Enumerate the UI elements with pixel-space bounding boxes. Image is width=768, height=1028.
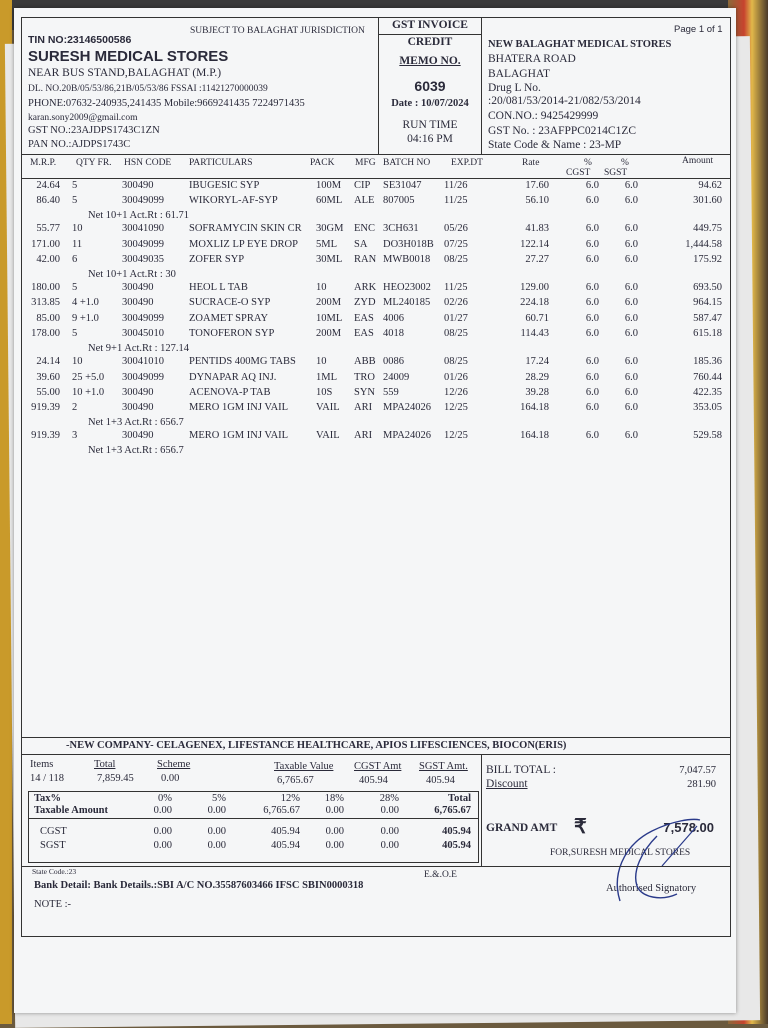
cell-qty: 25 +5.0	[72, 371, 105, 383]
cell-rate: 224.18	[520, 297, 549, 309]
tax-header-cell: 5%	[212, 793, 226, 804]
seller-dl: DL. NO.20B/05/53/86,21B/05/53/86 FSSAI :11421270000039	[28, 84, 268, 94]
cell-hsn: 30045010	[122, 328, 164, 340]
col-pct-cgst: %	[584, 158, 592, 168]
cell-batch: 4018	[383, 328, 404, 340]
net-rate-note: Net 9+1 Act.Rt : 127.14	[88, 342, 190, 354]
tax-cell: 0.00	[380, 805, 399, 816]
cell-cgst: 6.0	[585, 195, 599, 207]
col-hsn: HSN CODE	[124, 158, 172, 168]
cell-cgst: 6.0	[585, 430, 599, 442]
cell-exp: 08/25	[444, 328, 468, 340]
cell-hsn: 30049099	[122, 312, 164, 324]
signature-scribble	[602, 806, 712, 906]
cell-amount: 1,444.58	[685, 238, 722, 250]
cell-pack: 10	[316, 282, 327, 293]
cgst-amt-value: 405.94	[359, 775, 388, 786]
cell-mfg: RAN	[354, 254, 377, 266]
doc-type-gst-invoice: GST INVOICE	[392, 19, 468, 31]
cell-pack: 10ML	[316, 312, 343, 324]
cell-exp: 02/26	[444, 297, 468, 309]
net-rate-note: Net 1+3 Act.Rt : 656.7	[88, 444, 184, 456]
cell-qty: 2	[72, 402, 78, 414]
buyer-state: State Code & Name : 23-MP	[488, 139, 622, 151]
cell-cgst: 6.0	[585, 371, 599, 383]
cell-cgst: 6.0	[585, 223, 599, 235]
cell-exp: 05/26	[444, 223, 468, 235]
cell-exp: 12/25	[444, 430, 468, 442]
seller-address: NEAR BUS STAND,BALAGHAT (M.P.)	[28, 67, 222, 79]
cell-amount: 353.05	[693, 402, 722, 414]
cell-rate: 17.60	[525, 180, 549, 191]
authorised-signatory: Authorised Signatory	[606, 883, 697, 894]
cell-hsn: 30049035	[122, 254, 164, 266]
cell-cgst: 6.0	[585, 402, 599, 414]
cell-hsn: 300490	[122, 282, 154, 293]
cell-mrp: 178.00	[31, 328, 60, 340]
cell-hsn: 30041090	[122, 223, 164, 235]
cell-name: HEOL L TAB	[189, 282, 248, 293]
cell-mfg: ARK	[354, 282, 377, 293]
cell-sgst: 6.0	[624, 402, 638, 414]
cell-rate: 129.00	[520, 282, 549, 293]
cell-batch: 3CH631	[383, 223, 419, 235]
seller-email: karan.sony2009@gmail.com	[28, 113, 138, 123]
cell-mrp: 24.14	[36, 356, 60, 368]
tax-cell: CGST	[40, 826, 67, 837]
cell-hsn: 30041010	[122, 356, 164, 368]
cell-mrp: 171.00	[31, 238, 60, 250]
buyer-name: NEW BALAGHAT MEDICAL STORES	[488, 39, 672, 50]
net-rate-note: Net 10+1 Act.Rt : 61.71	[88, 209, 190, 221]
cell-pack: 10S	[316, 386, 333, 398]
cell-mrp: 919.39	[31, 402, 60, 414]
cell-exp: 11/26	[444, 180, 468, 191]
cell-qty: 4 +1.0	[72, 297, 99, 309]
tax-header-cell: 0%	[158, 793, 172, 804]
cell-batch: ML240185	[383, 297, 431, 309]
cell-amount: 301.60	[693, 195, 722, 207]
cell-pack: 5ML	[316, 238, 337, 250]
tax-header-cell: Total	[448, 793, 471, 804]
tax-cell: 405.94	[271, 826, 300, 837]
tin-number: TIN NO:23146500586	[28, 34, 132, 46]
sgst-amt-value: 405.94	[426, 775, 455, 786]
cell-pack: 30GM	[316, 223, 344, 235]
col-particulars: PARTICULARS	[189, 158, 253, 168]
cell-rate: 27.27	[525, 254, 549, 266]
jurisdiction: SUBJECT TO BALAGHAT JURISDICTION	[190, 26, 365, 36]
cell-pack: 30ML	[316, 254, 343, 266]
tax-cell: Taxable Amount	[34, 805, 109, 816]
total-value: 7,859.45	[97, 773, 134, 784]
cell-batch: 807005	[383, 195, 415, 207]
cell-mrp: 919.39	[31, 430, 60, 442]
scheme-label: Scheme	[157, 759, 191, 770]
cell-amount: 964.15	[693, 297, 722, 309]
cell-sgst: 6.0	[624, 297, 638, 309]
cell-exp: 01/26	[444, 371, 468, 383]
discount-value: 281.90	[687, 779, 716, 790]
cell-rate: 41.83	[525, 223, 549, 235]
totals-divider	[481, 754, 482, 866]
cell-mrp: 42.00	[36, 254, 60, 266]
cell-rate: 28.29	[525, 371, 549, 383]
cell-name: MERO 1GM INJ VAIL	[189, 430, 289, 442]
cell-cgst: 6.0	[585, 328, 599, 340]
cell-amount: 422.35	[693, 386, 722, 398]
state-code: State Code.:23	[32, 867, 77, 876]
tax-cell: 0.00	[325, 840, 344, 851]
for-seller-label: FOR,SURESH MEDICAL STORES	[550, 848, 691, 858]
col-qty: QTY FR.	[76, 158, 112, 168]
cell-name: DYNAPAR AQ INJ.	[189, 371, 277, 383]
cell-mrp: 313.85	[31, 297, 60, 309]
doc-type-rule	[378, 34, 482, 35]
company-rule-bottom	[21, 754, 730, 755]
run-time-label: RUN TIME	[402, 119, 458, 131]
cell-cgst: 6.0	[585, 356, 599, 368]
tax-cell: 0.00	[207, 805, 226, 816]
col-mrp: M.R.P.	[30, 158, 57, 168]
tax-cell: 6,765.67	[434, 805, 471, 816]
cell-mfg: CIP	[354, 180, 371, 191]
cell-qty: 5	[72, 282, 78, 293]
cell-rate: 39.28	[525, 386, 549, 398]
col-batch: BATCH NO	[383, 158, 431, 168]
seller-phone: PHONE:07632-240935,241435 Mobile:9669241435 7224971435	[28, 98, 305, 109]
tax-header-cell: 12%	[280, 793, 300, 804]
cell-mfg: SA	[354, 238, 368, 250]
col-amount: Amount	[682, 156, 714, 166]
cell-amount: 529.58	[693, 430, 722, 442]
cell-mfg: EAS	[354, 312, 374, 324]
cell-batch: MPA24026	[383, 402, 432, 414]
cell-mrp: 86.40	[36, 195, 60, 207]
cell-sgst: 6.0	[624, 180, 638, 191]
cell-mfg: TRO	[354, 371, 375, 383]
cell-name: PENTIDS 400MG TABS	[189, 356, 296, 368]
cell-rate: 114.43	[520, 328, 549, 340]
cell-mrp: 55.00	[36, 386, 60, 398]
cgst-amt-label: CGST Amt	[354, 761, 402, 772]
items-value: 14 / 118	[30, 773, 65, 784]
cell-hsn: 30049099	[122, 371, 164, 383]
cell-name: ZOFER SYP	[189, 254, 245, 266]
cell-mfg: SYN	[354, 386, 376, 398]
cell-sgst: 6.0	[624, 254, 638, 266]
run-time: 04:16 PM	[407, 133, 453, 145]
invoice-sheet	[14, 8, 736, 1013]
cell-pack: VAIL	[316, 430, 340, 442]
cell-mfg: ALE	[354, 195, 375, 207]
cell-cgst: 6.0	[585, 254, 599, 266]
cell-qty: 3	[72, 430, 78, 442]
seller-gst: GST NO.:23AJDPS1743C1ZN	[28, 125, 160, 136]
bill-total-value: 7,047.57	[679, 765, 716, 776]
total-label: Total	[94, 759, 116, 770]
cell-batch: 24009	[383, 371, 410, 383]
net-rate-note: Net 1+3 Act.Rt : 656.7	[88, 416, 184, 428]
cell-mrp: 85.00	[36, 312, 60, 324]
cell-pack: 1ML	[316, 371, 337, 383]
doc-type-credit: CREDIT	[407, 36, 453, 48]
tax-cell: 0.00	[153, 840, 172, 851]
cell-sgst: 6.0	[624, 282, 638, 293]
cell-name: SUCRACE-O SYP	[189, 297, 271, 309]
cell-batch: SE31047	[383, 180, 422, 191]
cell-amount: 693.50	[693, 282, 722, 293]
cell-exp: 08/25	[444, 254, 468, 266]
taxable-value: 6,765.67	[277, 775, 314, 786]
cell-exp: 11/25	[444, 282, 468, 293]
tax-cell: 0.00	[207, 826, 226, 837]
grand-amt-label: GRAND AMT	[486, 822, 558, 834]
cell-exp: 01/27	[444, 312, 468, 324]
cell-pack: VAIL	[316, 402, 340, 414]
tax-cell: 0.00	[207, 840, 226, 851]
cell-hsn: 30049099	[122, 195, 164, 207]
cell-rate: 60.71	[525, 312, 549, 324]
tax-cell: 0.00	[325, 826, 344, 837]
cell-mfg: ARI	[354, 402, 373, 414]
cell-batch: HEO23002	[383, 282, 431, 293]
col-pack: PACK	[310, 158, 335, 168]
note-label: NOTE :-	[34, 899, 72, 910]
col-mfg: MFG	[355, 158, 376, 168]
cell-qty: 5	[72, 195, 78, 207]
col-sgst: SGST	[604, 168, 628, 178]
cell-rate: 164.18	[520, 402, 549, 414]
cell-mfg: ARI	[354, 430, 373, 442]
cell-hsn: 300490	[122, 386, 154, 398]
cell-sgst: 6.0	[624, 223, 638, 235]
cell-mrp: 24.64	[36, 180, 60, 191]
cell-cgst: 6.0	[585, 282, 599, 293]
cell-rate: 122.14	[520, 238, 549, 250]
cell-name: MERO 1GM INJ VAIL	[189, 402, 289, 414]
cell-qty: 11	[72, 238, 83, 250]
tax-cell: 405.94	[442, 826, 471, 837]
cell-name: IBUGESIC SYP	[189, 180, 260, 191]
cell-qty: 6	[72, 254, 78, 266]
cell-cgst: 6.0	[585, 180, 599, 191]
cell-name: TONOFERON SYP	[189, 328, 275, 340]
rupee-icon: ₹	[574, 816, 587, 838]
cell-amount: 94.62	[698, 180, 722, 191]
tax-cell: 0.00	[325, 805, 344, 816]
footer-rule	[21, 866, 730, 867]
cell-sgst: 6.0	[624, 371, 638, 383]
company-rule-top	[21, 737, 730, 738]
buyer-road: BHATERA ROAD	[488, 53, 576, 65]
tax-header-cell: Tax%	[34, 793, 62, 804]
cell-batch: 0086	[383, 356, 404, 368]
cell-batch: 4006	[383, 312, 404, 324]
cell-exp: 08/25	[444, 356, 468, 368]
buyer-dl-label: Drug L No.	[488, 82, 541, 94]
cell-cgst: 6.0	[585, 297, 599, 309]
tax-cell: 405.94	[442, 840, 471, 851]
cell-batch: 559	[383, 386, 399, 398]
cell-pack: 100M	[316, 180, 342, 191]
cell-amount: 760.44	[693, 371, 722, 383]
cell-amount: 615.18	[693, 328, 722, 340]
cell-batch: DO3H018B	[383, 238, 434, 250]
cell-sgst: 6.0	[624, 312, 638, 324]
header-rule-top	[21, 154, 730, 155]
cell-sgst: 6.0	[624, 328, 638, 340]
cell-pack: 200M	[316, 328, 342, 340]
page-number: Page 1 of 1	[674, 24, 723, 35]
cell-amount: 449.75	[693, 223, 722, 235]
cell-mrp: 39.60	[36, 371, 60, 383]
cell-batch: MPA24026	[383, 430, 432, 442]
cell-pack: 60ML	[316, 195, 343, 207]
header-rule-bottom	[21, 178, 730, 179]
eoe: E.&.O.E	[424, 870, 457, 880]
cell-hsn: 300490	[122, 430, 154, 442]
cell-exp: 12/25	[444, 402, 468, 414]
tax-table-rule	[28, 818, 479, 819]
col-cgst: CGST	[566, 168, 591, 178]
company-line: -NEW COMPANY- CELAGENEX, LIFESTANCE HEALTHCARE, APIOS LIFESCIENCES, BIOCON(ERIS)	[66, 740, 567, 751]
cell-sgst: 6.0	[624, 356, 638, 368]
seller-name: SURESH MEDICAL STORES	[28, 48, 229, 65]
cell-batch: MWB0018	[383, 254, 431, 266]
cell-sgst: 6.0	[624, 430, 638, 442]
tax-header-cell: 28%	[379, 793, 399, 804]
seller-pan: PAN NO.:AJDPS1743C	[28, 139, 131, 150]
cell-amount: 185.36	[693, 356, 722, 368]
cell-pack: 200M	[316, 297, 342, 309]
cell-name: MOXLIZ LP EYE DROP	[189, 238, 298, 250]
tax-cell: 6,765.67	[263, 805, 300, 816]
tax-cell: 0.00	[153, 805, 172, 816]
cell-mfg: ENC	[354, 223, 375, 235]
grand-amt-value: 7,578.00	[663, 820, 714, 835]
sgst-amt-label: SGST Amt.	[419, 761, 468, 772]
scheme-value: 0.00	[161, 773, 180, 784]
col-pct-sgst: %	[621, 158, 629, 168]
doc-type-memo: MEMO NO.	[399, 55, 461, 67]
bill-total-label: BILL TOTAL :	[486, 764, 556, 776]
tax-cell: 405.94	[271, 840, 300, 851]
cell-qty: 10 +1.0	[72, 386, 105, 398]
discount-label: Discount	[486, 778, 528, 790]
cell-name: WIKORYL-AF-SYP	[189, 195, 278, 207]
cell-cgst: 6.0	[585, 386, 599, 398]
cell-hsn: 300490	[122, 297, 154, 309]
cell-qty: 10	[72, 223, 83, 235]
cell-qty: 5	[72, 180, 78, 191]
cell-mfg: ABB	[354, 356, 376, 368]
cell-rate: 56.10	[525, 195, 549, 207]
buyer-gst: GST No. : 23AFPPC0214C1ZC	[488, 125, 637, 137]
cell-name: ZOAMET SPRAY	[189, 312, 269, 324]
cell-qty: 5	[72, 328, 78, 340]
cell-rate: 164.18	[520, 430, 549, 442]
cell-qty: 9 +1.0	[72, 312, 99, 324]
cell-hsn: 30049099	[122, 238, 164, 250]
cell-exp: 07/25	[444, 238, 468, 250]
cell-rate: 17.24	[525, 356, 549, 368]
cell-mrp: 55.77	[36, 223, 60, 235]
cell-exp: 12/26	[444, 386, 468, 398]
cell-mrp: 180.00	[31, 282, 60, 293]
taxable-label: Taxable Value	[274, 761, 334, 772]
cell-mfg: ZYD	[354, 297, 376, 309]
cell-cgst: 6.0	[585, 312, 599, 324]
tax-header-cell: 18%	[324, 793, 344, 804]
cell-cgst: 6.0	[585, 238, 599, 250]
bank-detail: Bank Detail: Bank Details.:SBI A/C NO.35587603466 IFSC SBIN0000318	[34, 880, 364, 891]
cell-name: SOFRAMYCIN SKIN CR	[189, 223, 302, 235]
cell-hsn: 300490	[122, 402, 154, 414]
tax-cell: 0.00	[153, 826, 172, 837]
cell-exp: 11/25	[444, 195, 468, 207]
items-label: Items	[30, 759, 54, 770]
cell-amount: 175.92	[693, 254, 722, 266]
buyer-city: BALAGHAT	[488, 68, 550, 80]
cell-sgst: 6.0	[624, 386, 638, 398]
net-rate-note: Net 10+1 Act.Rt : 30	[88, 268, 176, 280]
cell-qty: 10	[72, 356, 83, 368]
buyer-dl: :20/081/53/2014-21/082/53/2014	[488, 95, 641, 107]
cell-sgst: 6.0	[624, 195, 638, 207]
col-exp: EXP.DT	[451, 158, 483, 168]
cell-hsn: 300490	[122, 180, 154, 191]
cell-mfg: EAS	[354, 328, 374, 340]
invoice-date: Date : 10/07/2024	[391, 98, 469, 109]
buyer-con: CON.NO.: 9425429999	[488, 110, 599, 122]
cell-pack: 10	[316, 356, 327, 368]
cell-amount: 587.47	[693, 312, 722, 324]
cell-name: ACENOVA-P TAB	[189, 386, 271, 398]
tax-cell: 0.00	[380, 826, 399, 837]
memo-number: 6039	[414, 78, 446, 94]
cell-sgst: 6.0	[624, 238, 638, 250]
tax-cell: SGST	[40, 840, 66, 851]
tax-cell: 0.00	[380, 840, 399, 851]
col-rate: Rate	[522, 158, 540, 168]
